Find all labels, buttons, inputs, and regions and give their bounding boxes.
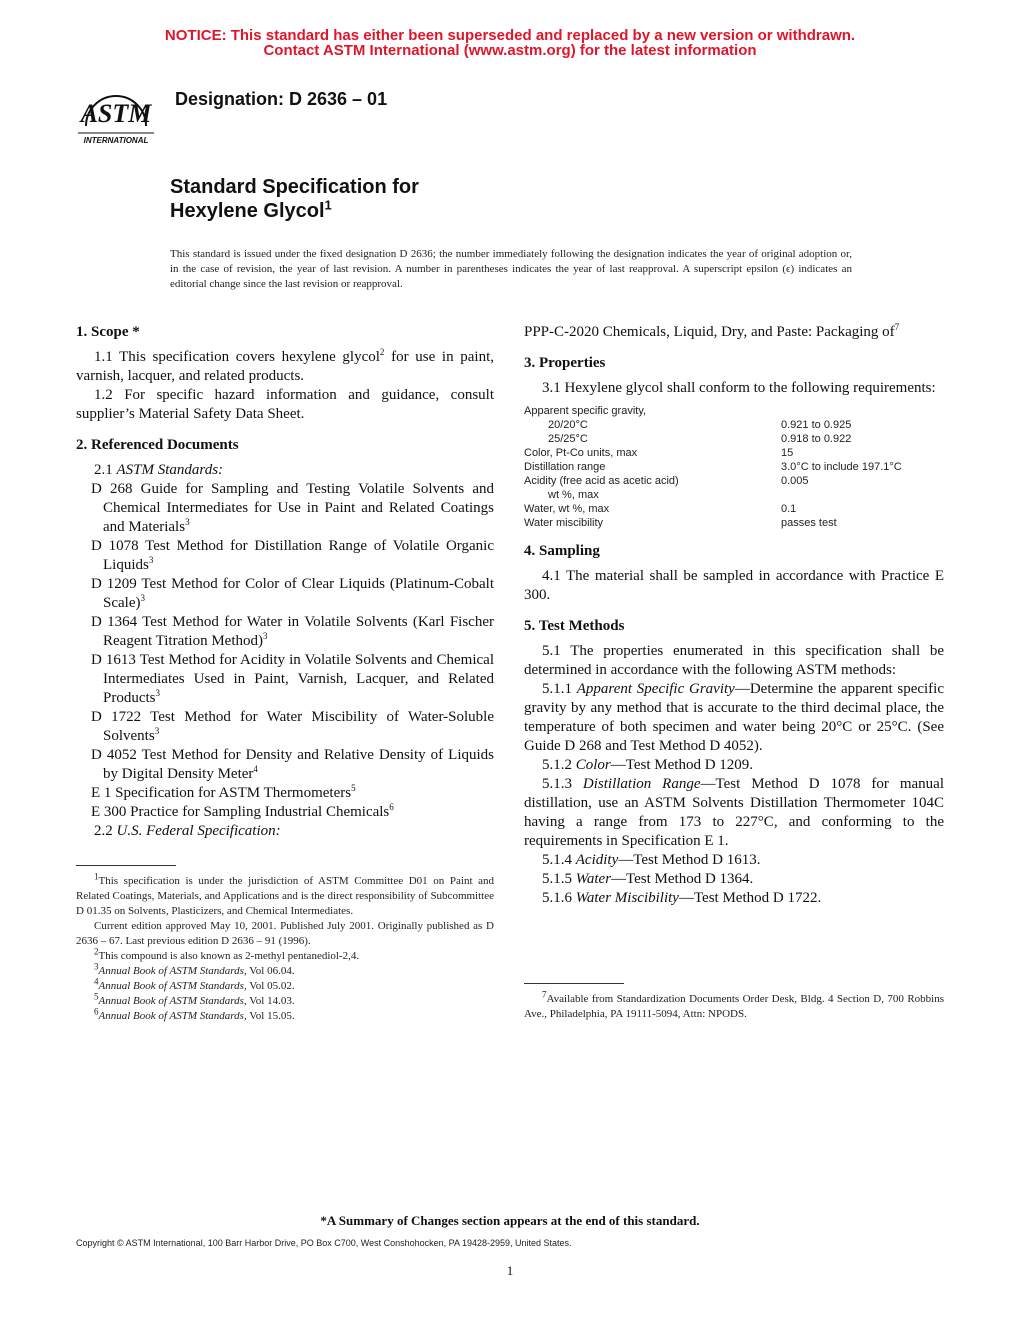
withdrawal-notice-line1: NOTICE: This standard has either been superseded and replaced by a new version or withdrawn. xyxy=(164,27,856,44)
property-row xyxy=(524,404,944,418)
logo-subtitle: INTERNATIONAL xyxy=(83,136,149,145)
footnotes-right: $^7$Available from Standardization Documents Order Desk, Bldg. 4 Section D, 700 Robbins Ave., Philadelphia, PA 19111-5094, Attn: NPODS. xyxy=(524,983,944,1022)
property-name: 25/25°C xyxy=(548,433,588,445)
footnote-7: Available from Standardization Documents Order Desk, Bldg. 4 Section D, 700 Robbins Ave., Philadelphia, PA 19111-5094, Attn: NPODS. xyxy=(524,993,944,1020)
test-method-item: 5.1.6 Water Miscibility—Test Method D 1722. xyxy=(542,890,822,906)
referenced-document-item: D 1364 Test Method for Water in Volatile Solvents (Karl Fischer Reagent Titration Method)$^3$ xyxy=(91,614,494,649)
sampling-4-1: 4.1 The material shall be sampled in accordance with Practice E 300. xyxy=(524,568,944,603)
test-methods-list xyxy=(524,680,944,908)
property-row xyxy=(524,446,944,460)
section-sampling-heading: 4. Sampling xyxy=(524,543,600,559)
properties-table xyxy=(524,404,944,530)
footnote-4: $^4$Annual Book of ASTM Standards, Vol 05.02. xyxy=(94,976,295,992)
property-row xyxy=(524,418,944,432)
test-method-item: 5.1.4 Acidity—Test Method D 1613. xyxy=(542,852,761,868)
property-row xyxy=(524,516,944,530)
test-method-item: 5.1.5 Water—Test Method D 1364. xyxy=(542,871,754,887)
property-value: passes test xyxy=(781,517,837,529)
copyright: Copyright © ASTM International, 100 Barr Harbor Drive, PO Box C700, West Conshohocken, PA 19428-2959, United States. xyxy=(76,1238,572,1248)
footnotes-left: $^1$This specification is under the jurisdiction of ASTM Committee D01 on Paint and Related Coatings, Materials, and Applications and is the direct responsibility of Subcommittee D 01.35 on Solvents, Plasticizers, and Chemical Intermediates. Current edition approved May 10, 2001. Published July 2001. Originally published as D 2636 – 67. Last previous edition D 2636 – 91 (1996). $^2$This compound is also known as 2-methyl pentanediol-2,4. $^3$Annual Book of ASTM Standards, Vol 06.04. $^4$Annual Book of ASTM Standards, Vol 05.02. $^5$Annual Book of ASTM Standards, Vol 14.03. $^6$Annual Book of ASTM Standards, Vol 15.05. xyxy=(76,865,494,1024)
test-method-item: 5.1.2 Color—Test Method D 1209. xyxy=(542,757,754,773)
title-footnote-ref: 1 xyxy=(324,197,332,213)
property-name: wt %, max xyxy=(548,489,599,501)
footnote-6: $^6$Annual Book of ASTM Standards, Vol 15.05. xyxy=(94,1006,295,1022)
title-line2: Hexylene Glycol xyxy=(170,200,325,222)
intro-paragraph: This standard is issued under the fixed designation D 2636; the number immediately following the designation indicates the year of original adoption or, in the case of revision, the year of last revision. A number in parentheses indicates the year of last reapproval. A superscript epsilon (ϵ) indicates an editorial change since the last revision or reapproval. xyxy=(170,248,852,290)
scope-1-1: 1.1 This specification covers hexylene glycol$^2$ for use in paint, varnish, lacquer, and related products. xyxy=(76,347,494,384)
property-row xyxy=(524,460,944,474)
referenced-document-item: E 1 Specification for ASTM Thermometers$^5$ xyxy=(91,783,356,801)
refdocs-2-1: 2.1 ASTM Standards: xyxy=(94,462,224,478)
property-row xyxy=(524,502,944,516)
fed-spec-item: PPP-C-2020 Chemicals, Liquid, Dry, and Paste: Packaging $of^7$ xyxy=(524,322,900,340)
referenced-document-item: D 1209 Test Method for Color of Clear Liquids (Platinum-Cobalt Scale)$^3$ xyxy=(91,576,494,611)
designation: Designation: D 2636 – 01 xyxy=(175,89,388,109)
referenced-document-item: E 300 Practice for Sampling Industrial Chemicals$^6$ xyxy=(91,802,394,820)
left-column xyxy=(76,323,494,1022)
right-column xyxy=(524,322,945,1020)
property-name: 20/20°C xyxy=(548,419,588,431)
scope-1-2: 1.2 For specific hazard information and guidance, consult supplier’s Material Safety Data Sheet. xyxy=(76,387,494,422)
property-value: 0.918 to 0.922 xyxy=(781,433,852,445)
referenced-document-item: D 268 Guide for Sampling and Testing Volatile Solvents and Chemical Intermediates for Use in Paint and Related Coatings and Materials$^3$ xyxy=(91,481,494,535)
property-value: 15 xyxy=(781,447,794,459)
property-value: 3.0°C to include 197.1°C xyxy=(781,461,902,473)
section-scope-heading: 1. Scope * xyxy=(76,324,140,340)
section-testmethods-heading: 5. Test Methods xyxy=(524,618,625,634)
property-name: Apparent specific gravity, xyxy=(524,405,647,417)
property-value: 0.1 xyxy=(781,503,797,515)
refdocs-2-2: 2.2 U.S. Federal Specification: xyxy=(94,823,281,839)
properties-3-1: 3.1 Hexylene glycol shall conform to the following requirements: xyxy=(542,380,936,396)
referenced-documents-list xyxy=(76,480,494,822)
property-row xyxy=(524,432,944,446)
property-value: 0.921 to 0.925 xyxy=(781,419,852,431)
logo-letters: ASTM xyxy=(80,99,152,128)
section-refdocs-heading: 2. Referenced Documents xyxy=(76,437,239,453)
referenced-document-item: D 4052 Test Method for Density and Relative Density of Liquids by Digital Density Meter$^4$ xyxy=(91,747,494,782)
property-name: Distillation range xyxy=(524,461,606,473)
test-method-item: 5.1.3 Distillation Range—Test Method D 1078 for manual distillation, use an ASTM Solvents Distillation Thermometer 104C having a range from 173 to 227°C, and conforming to the requirements in Specification E 1. xyxy=(524,776,944,849)
footnote-5: $^5$Annual Book of ASTM Standards, Vol 14.03. xyxy=(94,991,295,1007)
footnote-3: $^3$Annual Book of ASTM Standards, Vol 06.04. xyxy=(94,961,295,977)
property-value: 0.005 xyxy=(781,475,809,487)
property-row xyxy=(524,474,944,488)
section-properties-heading: 3. Properties xyxy=(524,355,606,371)
withdrawal-notice-line2: Contact ASTM International (www.astm.org) for the latest information xyxy=(263,42,757,59)
property-name: Acidity (free acid as acetic acid) xyxy=(524,475,679,487)
test-method-item: 5.1.1 Apparent Specific Gravity—Determine the apparent specific gravity by any method that is accurate to the third decimal place, the temperature of both specimen and water being 20°C or 25°C. (See Guide D 268 and Test Method D 4052). xyxy=(524,681,945,754)
footnote-1b: Current edition approved May 10, 2001. Published July 2001. Originally published as D 2636 – 67. Last previous edition D 2636 – 91 (1996). xyxy=(76,920,494,947)
property-row xyxy=(524,488,944,502)
title-line1: Standard Specification for xyxy=(170,176,419,198)
property-name: Color, Pt-Co units, max xyxy=(524,447,638,459)
referenced-document-item: D 1078 Test Method for Distillation Range of Volatile Organic Liquids$^3$ xyxy=(91,538,494,573)
property-name: Water miscibility xyxy=(524,517,604,529)
testmethods-5-1: 5.1 The properties enumerated in this specification shall be determined in accordance with the following ASTM methods: xyxy=(524,643,944,678)
footnote-2: This compound is also known as 2-methyl pentanediol-2,4. xyxy=(98,950,360,962)
summary-of-changes-note: *A Summary of Changes section appears at the end of this standard. xyxy=(320,1213,700,1228)
astm-logo xyxy=(68,80,164,152)
footnote-1: This specification is under the jurisdiction of ASTM Committee D01 on Paint and Related Coatings, Materials, and Applications and is the direct responsibility of Subcommittee D 01.35 on Solvents, Plasticizers, and Chemical Intermediates. xyxy=(76,875,494,917)
property-name: Water, wt %, max xyxy=(524,503,610,515)
referenced-document-item: D 1722 Test Method for Water Miscibility of Water-Soluble Solvents$^3$ xyxy=(91,709,494,744)
page-title xyxy=(170,175,419,223)
referenced-document-item: D 1613 Test Method for Acidity in Volatile Solvents and Chemical Intermediates Used in Paint, Varnish, Lacquer, and Related Products$^3$ xyxy=(91,652,494,706)
page-number: 1 xyxy=(506,1263,514,1278)
